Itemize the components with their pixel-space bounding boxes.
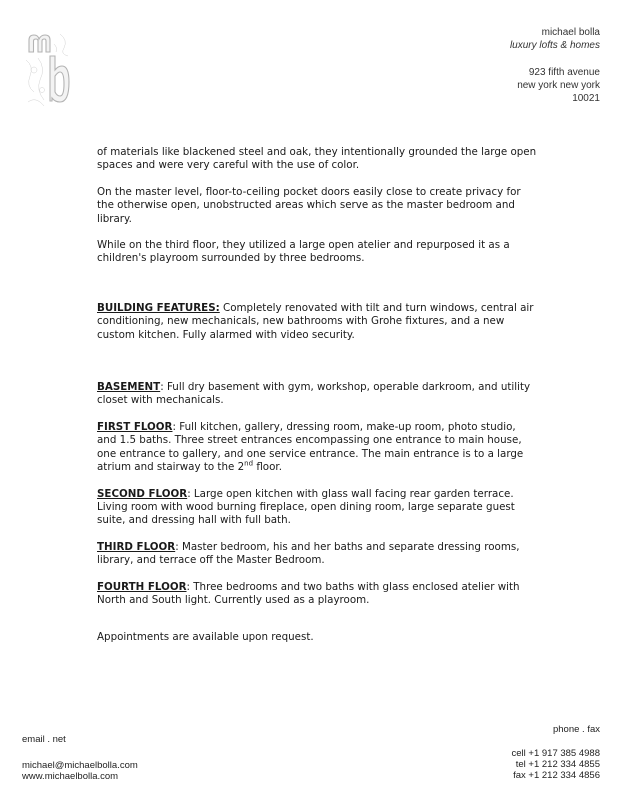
listing-body xyxy=(97,146,537,658)
third-floor-section xyxy=(97,541,537,568)
closing-line: Appointments are available upon request. xyxy=(97,631,314,644)
fax-number: fax +1 212 334 4856 xyxy=(513,770,600,781)
first-floor-label: FIRST FLOOR xyxy=(97,420,173,433)
address-line-3: 10021 xyxy=(572,93,600,104)
third-floor-text: : Master bedroom, his and her baths and separate dressing rooms, library, and terrace off the Master Bedroom. xyxy=(97,540,520,567)
website-link[interactable]: www.michaelbolla.com xyxy=(22,771,119,782)
first-floor-text: : Full kitchen, gallery, dressing room, make-up room, photo studio, and 1.5 baths. Three street entrances encompassing one entrance to main house, one entrance to gallery, and one service entrance. The main entrance is to a large atrium and stairway to the 2 xyxy=(97,420,524,474)
third-floor-label: THIRD FLOOR xyxy=(97,540,176,553)
mb-logo xyxy=(24,30,74,110)
company-name: michael bolla xyxy=(541,27,600,38)
letterhead xyxy=(510,26,600,105)
basement-section xyxy=(97,381,537,408)
building-features xyxy=(97,302,537,342)
second-floor-label: SECOND FLOOR xyxy=(97,487,188,500)
company-address xyxy=(510,66,600,105)
cell-number: cell +1 917 385 4988 xyxy=(511,748,600,759)
paragraph-materials: of materials like blackened steel and oak, they intentionally grounded the large open spaces and were very careful with the use of color. xyxy=(97,146,537,172)
first-floor-tail: floor. xyxy=(253,461,282,474)
address-line-2: new york new york xyxy=(517,80,600,91)
tel-number: tel +1 212 334 4855 xyxy=(515,759,600,770)
first-floor-sup: nd xyxy=(244,459,254,468)
footer-contact-phone xyxy=(512,724,600,781)
building-features-text: Completely renovated with tilt and turn windows, central air conditioning, new mechanicals, new bathrooms with Grohe fixtures, and a new custom kitchen. Fully alarmed with video security. xyxy=(97,301,534,341)
fourth-floor-text: : Three bedrooms and two baths with glass enclosed atelier with North and South light. Currently used as a playroom. xyxy=(97,580,520,606)
address-line-1: 923 fifth avenue xyxy=(528,67,600,78)
second-floor-section xyxy=(97,488,537,528)
basement-text: : Full dry basement with gym, workshop, operable darkroom, and utility closet with mechanicals. xyxy=(97,381,531,407)
phone-heading: phone . fax xyxy=(552,724,600,735)
fourth-floor-section xyxy=(97,581,537,608)
building-features-label: BUILDING FEATURES: xyxy=(97,301,220,314)
paragraph-master-level: On the master level, floor-to-ceiling pocket doors easily close to create privacy for the otherwise open, unobstructed areas which serve as the master bedroom and library. xyxy=(97,185,521,225)
footer-contact-online xyxy=(22,734,138,782)
second-floor-text: : Large open kitchen with glass wall facing rear garden terrace. Living room with wood burning fireplace, open dining room, large separate guest suite, and dressing hall with full bath. xyxy=(97,487,515,527)
paragraph-third-floor: While on the third floor, they utilized a large open atelier and repurposed it as a children's playroom surrounded by three bedrooms. xyxy=(97,239,510,265)
email-link[interactable]: michael@michaelbolla.com xyxy=(22,760,138,771)
basement-label: BASEMENT xyxy=(97,381,161,394)
email-heading: email . net xyxy=(22,734,66,745)
fourth-floor-label: FOURTH FLOOR xyxy=(97,580,187,593)
company-tagline: luxury lofts & homes xyxy=(509,40,600,51)
first-floor-section xyxy=(97,421,537,475)
